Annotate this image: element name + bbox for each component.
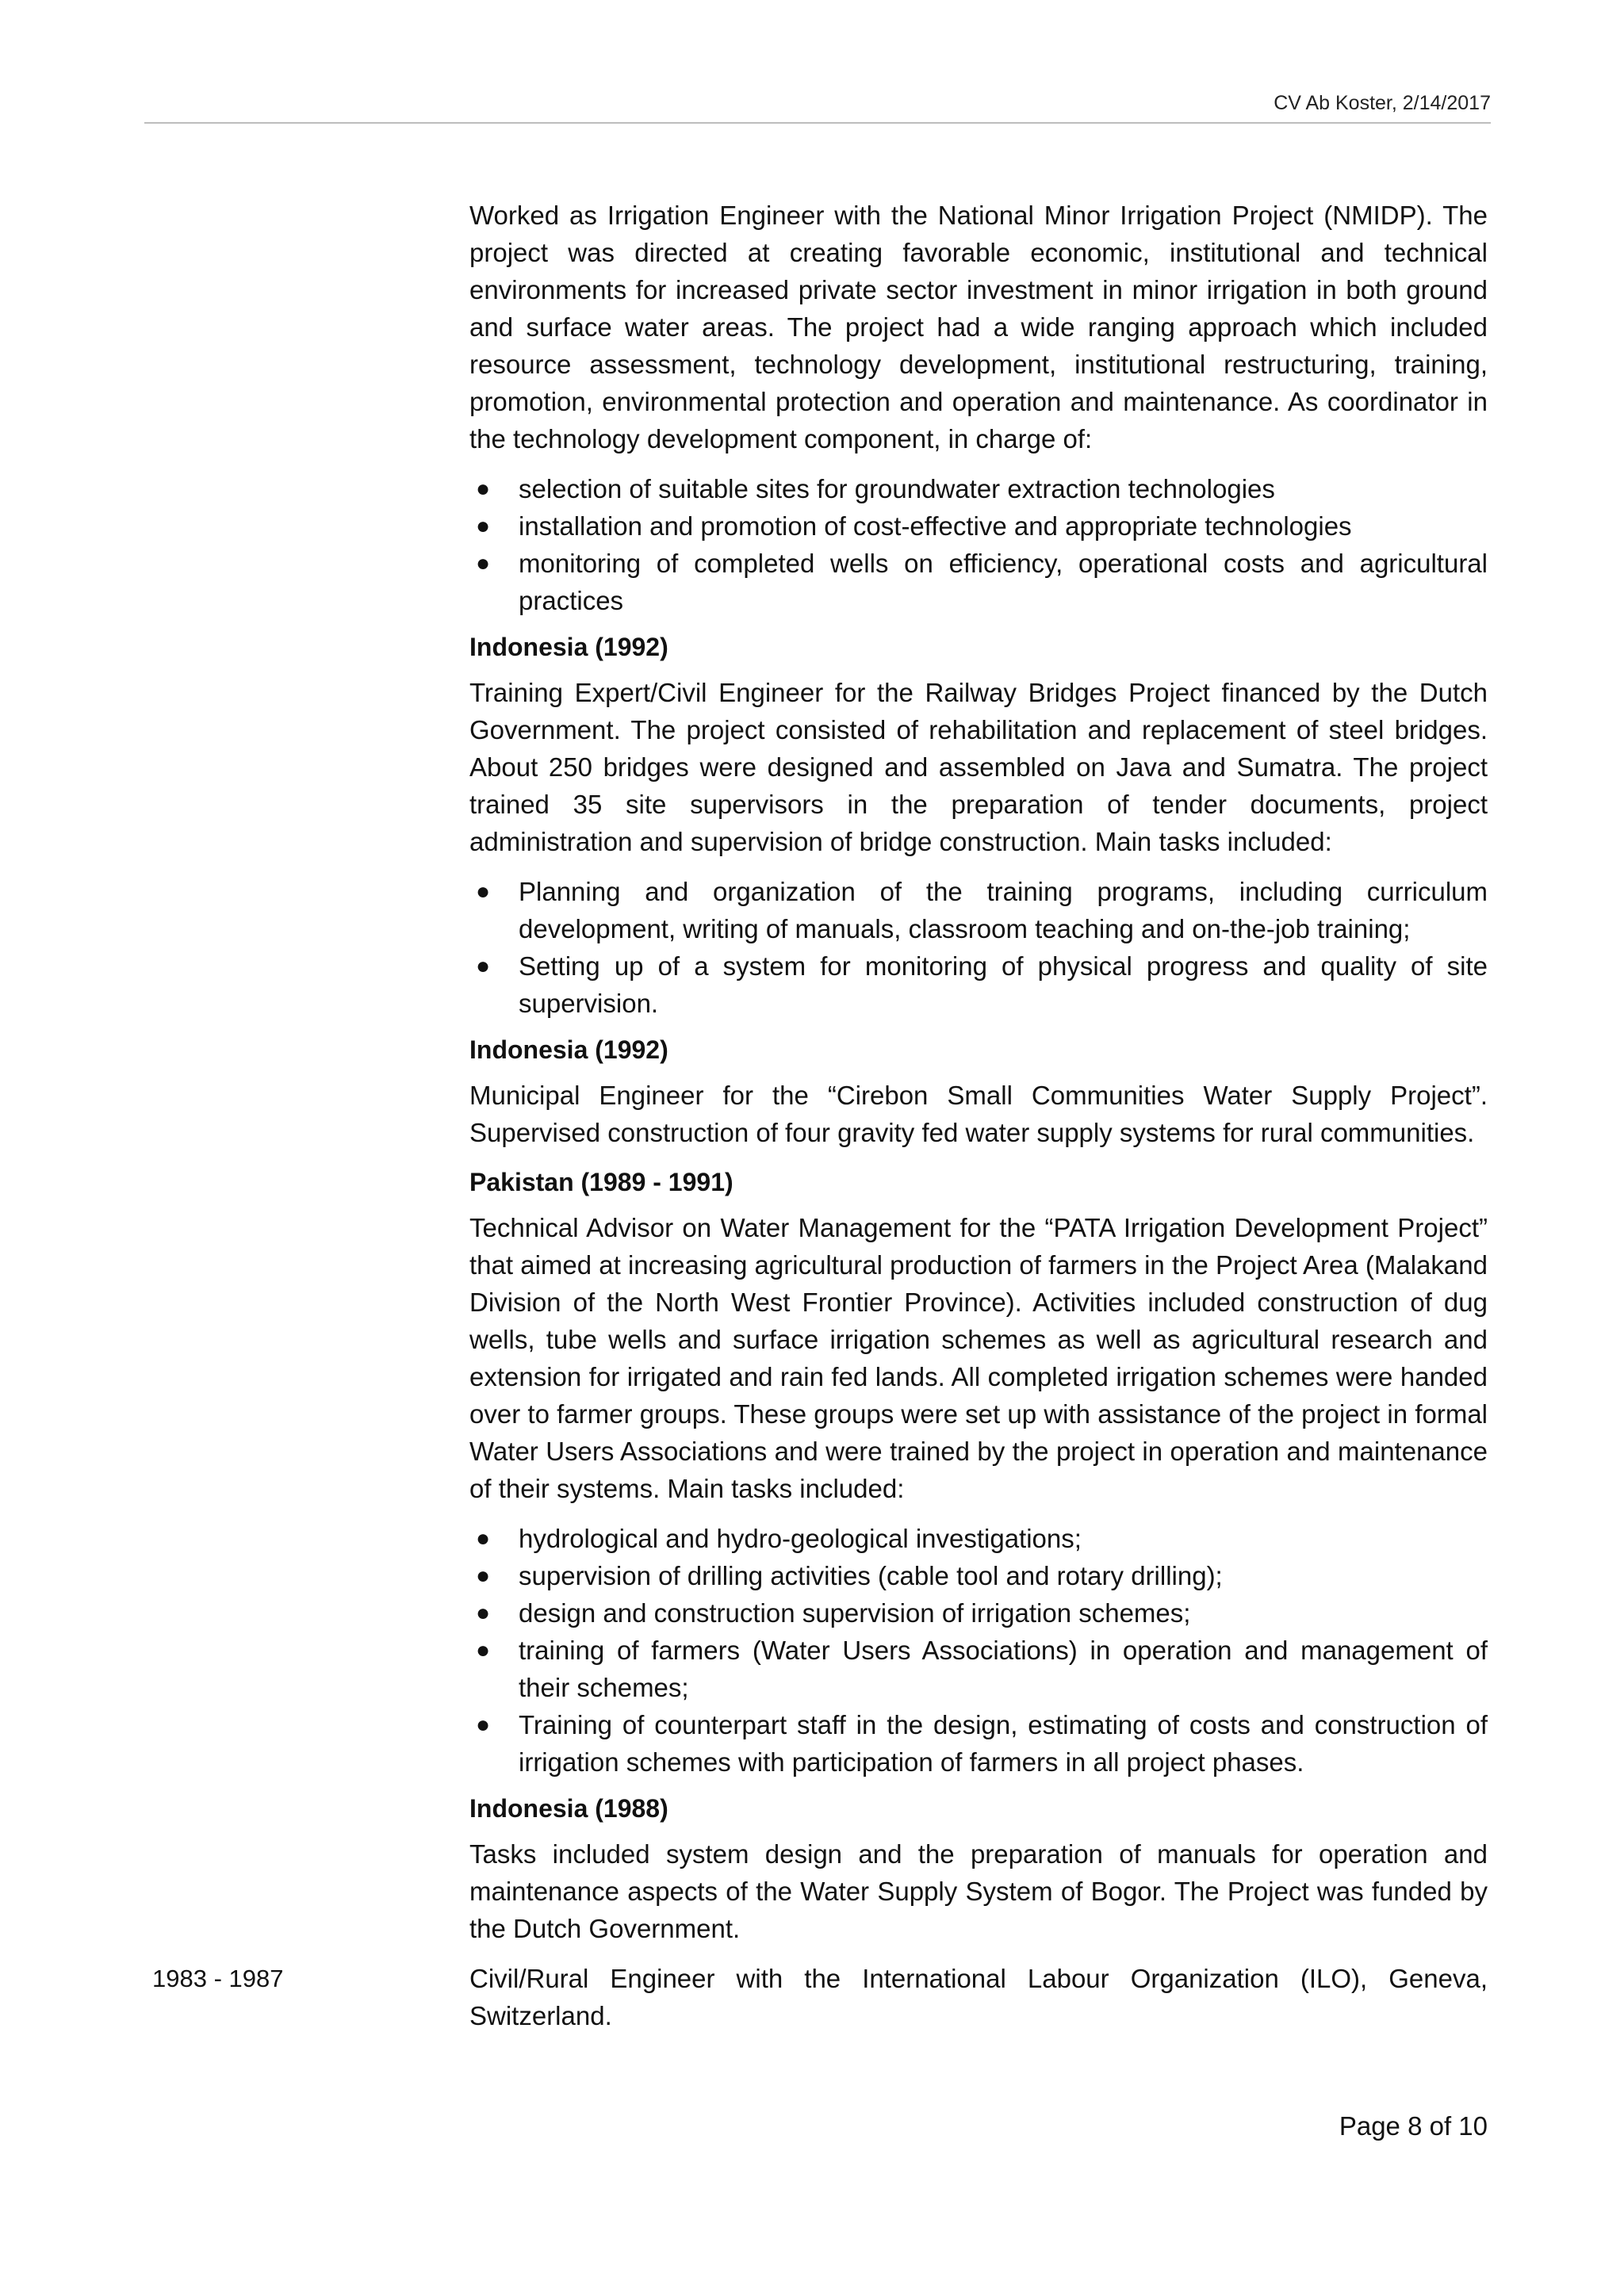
page-number: Page 8 of 10 [1339, 2111, 1488, 2141]
page-header [144, 86, 1491, 124]
bullet-icon: ● [475, 513, 491, 539]
list-item: ● hydrological and hydro-geological investigations; [469, 1520, 1488, 1557]
bullet-icon: ● [475, 1525, 491, 1552]
bullet-icon: ● [475, 1600, 491, 1626]
main-content [152, 197, 1488, 2047]
bullet-icon: ● [475, 476, 491, 502]
list-item: ● installation and promotion of cost-effective and appropriate technologies [469, 507, 1488, 545]
list-item: ● training of farmers (Water Users Associations) in operation and management of their schemes; [469, 1632, 1488, 1706]
railway-bridges-bullet-list [469, 873, 1488, 1022]
section-heading: Pakistan (1989 - 1991) [469, 1168, 733, 1196]
bullet-icon: ● [475, 1563, 491, 1589]
list-item: ● monitoring of completed wells on efficiency, operational costs and agricultural practices [469, 545, 1488, 619]
pata-paragraph: Technical Advisor on Water Management for the “PATA Irrigation Development Project” that aimed at increasing agricultural production of farmers in the Project Area (Malakand Division of the North West Frontier Province). Activities included construction of dug wells, tube wells and surface irrigation schemes as well as agricultural research and extension for irrigated and rain fed lands. All completed irrigation schemes were handed over to farmer groups. These groups were set up with assistance of the project in formal Water Users Associations and were trained by the project in operation and maintenance of their systems. Main tasks included: [469, 1213, 1488, 1503]
bullet-icon: ● [475, 1712, 491, 1738]
bullet-icon: ● [475, 878, 491, 905]
list-item: ● Setting up of a system for monitoring of physical progress and quality of site supervision. [469, 947, 1488, 1022]
section-heading: Indonesia (1992) [469, 1035, 668, 1064]
header-title: CV Ab Koster, 2/14/2017 [1274, 92, 1491, 114]
ilo-entry [152, 1960, 1488, 2034]
cirebon-paragraph: Municipal Engineer for the “Cirebon Small Communities Water Supply Project”. Supervised construction of four gravity fed water supply systems for rural communities. [469, 1081, 1488, 1147]
list-item: ● Planning and organization of the training programs, including curriculum development, writing of manuals, classroom teaching and on-the-job training; [469, 873, 1488, 947]
list-item: ● Training of counterpart staff in the design, estimating of costs and construction of irrigation schemes with participation of farmers in all project phases. [469, 1706, 1488, 1781]
year-range: 1983 - 1987 [152, 1965, 284, 1992]
bogor-paragraph: Tasks included system design and the preparation of manuals for operation and maintenance aspects of the Water Supply System of Bogor. The Project was funded by the Dutch Government. [469, 1839, 1488, 1943]
section-heading: Indonesia (1988) [469, 1794, 668, 1823]
bullet-icon: ● [475, 550, 491, 576]
section-heading: Indonesia (1992) [469, 633, 668, 661]
list-item: ● selection of suitable sites for groundwater extraction technologies [469, 470, 1488, 507]
nmidp-paragraph: Worked as Irrigation Engineer with the National Minor Irrigation Project (NMIDP). The project was directed at creating favorable economic, institutional and technical environments for increased private sector investment in minor irrigation in both ground and surface water areas. The project had a wide ranging approach which included resource assessment, technology development, institutional restructuring, training, promotion, environmental protection and operation and maintenance. As coordinator in the technology development component, in charge of: [469, 201, 1488, 453]
bullet-icon: ● [475, 1637, 491, 1663]
ilo-paragraph: Civil/Rural Engineer with the International Labour Organization (ILO), Geneva, Switzerland. [469, 1964, 1488, 2030]
pata-bullet-list [469, 1520, 1488, 1781]
bullet-icon: ● [475, 953, 491, 979]
nmidp-bullet-list [469, 470, 1488, 619]
list-item: ● supervision of drilling activities (cable tool and rotary drilling); [469, 1557, 1488, 1594]
list-item: ● design and construction supervision of irrigation schemes; [469, 1594, 1488, 1632]
railway-bridges-paragraph: Training Expert/Civil Engineer for the Railway Bridges Project financed by the Dutch Government. The project consisted of rehabilitation and replacement of steel bridges. About 250 bridges were designed and assembled on Java and Sumatra. The project trained 35 site supervisors in the preparation of tender documents, project administration and supervision of bridge construction. Main tasks included: [469, 678, 1488, 856]
